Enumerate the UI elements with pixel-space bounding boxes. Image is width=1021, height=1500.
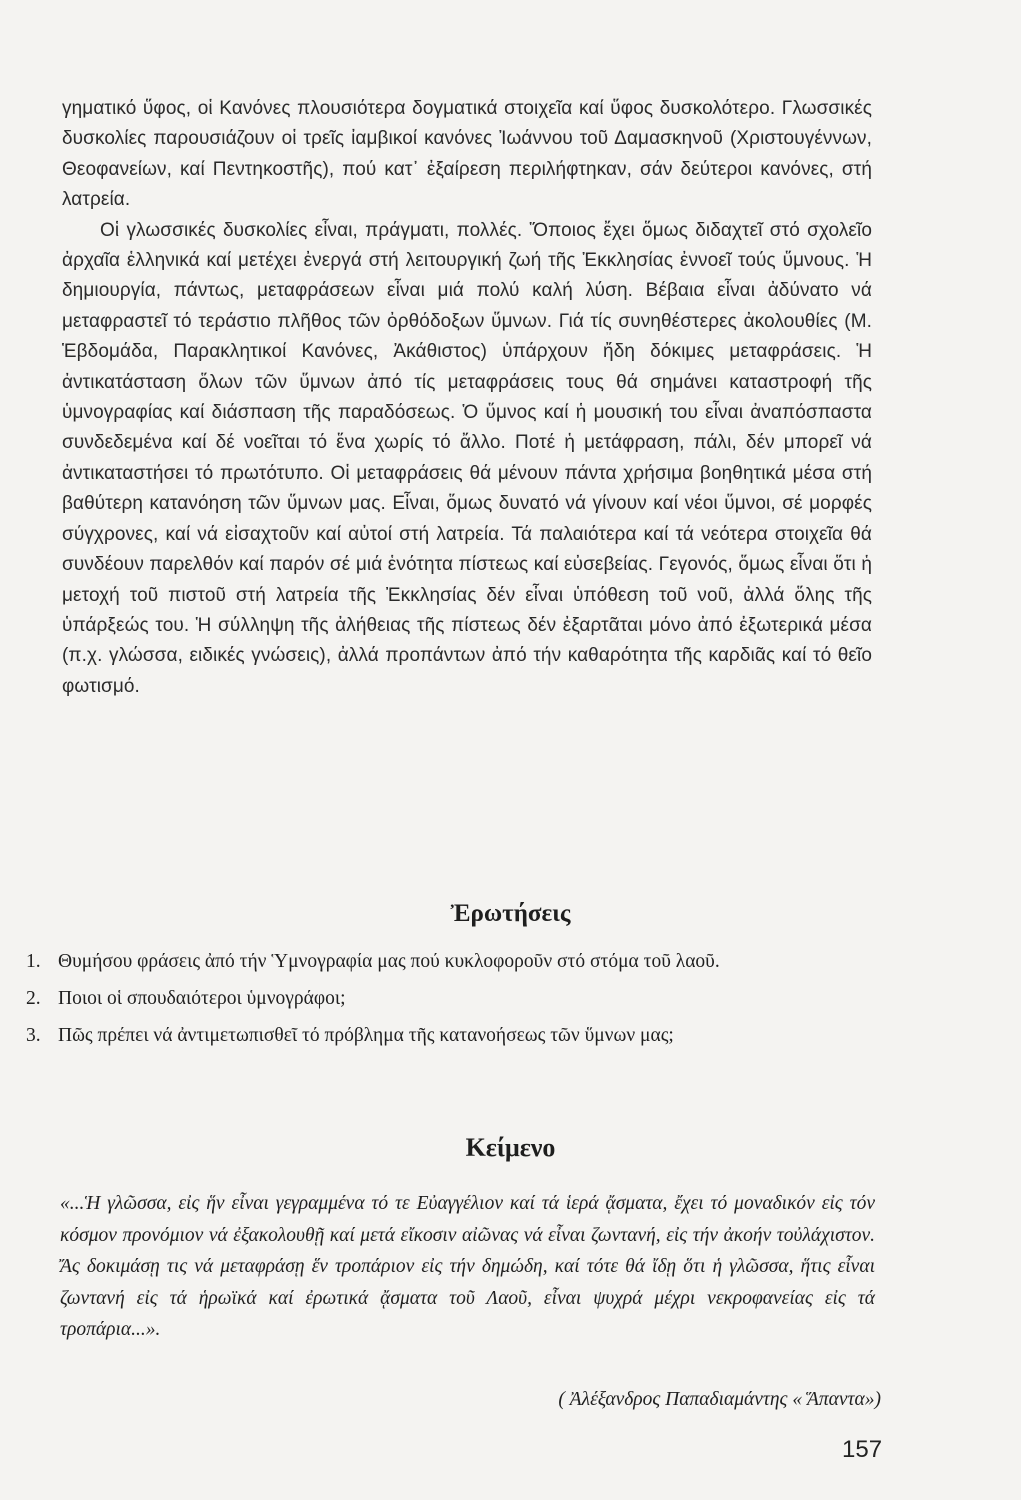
question-item [26, 984, 876, 1013]
quoted-passage: «...Ἡ γλῶσσα, εἰς ἥν εἶναι γεγραμμένα τό τε Εὐαγγέλιον καί τά ἱερά ᾄσματα, ἔχει τό μοναδικόν εἰς τόν κόσμον προνόμιον νά ἐξακολουθῇ καί μετά εἴκοσιν αἰῶνας νά εἶναι ζωντανή, εἰς τήν ἀκοήν τοὐλάχιστον. Ἄς δοκιμάσῃ τις νά μεταφράσῃ ἕν τροπάριον εἰς τήν δημώδη, καί τότε θά ἴδῃ ὅτι ἡ γλῶσσα, ἥτις εἶναι ζωντανή εἰς τά ἡρωϊκά καί ἐρωτικά ᾄσματα τοῦ Λαοῦ, εἶναι ψυχρά μέχρι νεκροφανείας εἰς τά τροπάρια...». [60, 1193, 875, 1340]
question-item [26, 1021, 876, 1050]
question-number: 2. [26, 988, 41, 1009]
question-number: 3. [26, 1025, 41, 1046]
questions-heading: Ἐρωτήσεις [450, 900, 571, 927]
question-text: Ποιοι οἱ σπουδαιότεροι ὑμνογράφοι; [58, 988, 346, 1009]
body-paragraph: Οἱ γλωσσικές δυσκολίες εἶναι, πράγματι, πολλές. Ὅποιος ἔχει ὅμως διδαχτεῖ στό σχολεῖο ἀρχαῖα ἑλληνικά καί μετέχει ἐνεργά στή λειτουργική ζωή τῆς Ἐκκλησίας ἐννοεῖ τούς ὕμνους. Ἡ δημιουργία, πάντως, μεταφράσεων εἶναι μιά πολύ καλή λύση. Βέβαια εἶναι ἀδύνατο νά μεταφραστεῖ τό τεράστιο πλῆθος τῶν ὀρθόδοξων ὕμνων. Γιά τίς συνηθέστερες ἀκολουθίες (Μ. Ἑβδομάδα, Παρακλητικοί Κανόνες, Ἀκάθιστος) ὑπάρχουν ἤδη δόκιμες μεταφράσεις. Ἡ ἀντικατάσταση ὅλων τῶν ὕμνων ἀπό τίς μεταφράσεις τους θά σημάνει καταστροφή τῆς ὑμνογραφίας καί διάσπαση τῆς παραδόσεως. Ὁ ὕμνος καί ἡ μουσική του εἶναι ἀναπόσπαστα συνδεδεμένα καί δέ νοεῖται τό ἕνα χωρίς τό ἄλλο. Ποτέ ἡ μετάφραση, πάλι, δέν μπορεῖ νά ἀντικαταστήσει τό πρωτότυπο. Οἱ μεταφράσεις θά μένουν πάντα χρήσιμα βοηθητικά μέσα στή βαθύτερη κατανόηση τῶν ὕμνων μας. Εἶναι, ὅμως δυνατό νά γίνουν καί νέοι ὕμνοι, σέ μορφές σύγχρονες, καί νά εἰσαχτοῦν καί αὐτοί στή λατρεία. Τά παλαιότερα καί τά νεότερα στοιχεῖα θά συνδέουν παρελθόν καί παρόν σέ μιά ἑνότητα πίστεως καί εὐσεβείας. Γεγονός, ὅμως εἶναι ὅτι ἡ μετοχή τοῦ πιστοῦ στή λατρεία τῆς Ἐκκλησίας δέν εἶναι ὑπόθεση τοῦ νοῦ, ἀλλά ὅλης τῆς ὑπάρξεώς του. Ἡ σύλληψη τῆς ἀλήθειας τῆς πίστεως δέν ἐξαρτᾶται μόνο ἀπό ἐξωτερικά μέσα (π.χ. γλώσσα, ειδικές γνώσεις), ἀλλά προπάντων ἀπό τήν καθαρότητα τῆς καρδιᾶς καί τό θεῖο φωτισμό. [62, 219, 872, 697]
body-text [62, 94, 872, 702]
page-number: 157 [842, 1436, 883, 1463]
quote-source: ( Ἀλέξανδρος Παπαδιαμάντης « Ἅπαντα») [558, 1389, 881, 1410]
text-heading: Κείμενο [465, 1133, 556, 1162]
question-item [26, 947, 876, 976]
question-number: 1. [26, 951, 41, 972]
question-text: Πῶς πρέπει νά ἀντιμετωπισθεῖ τό πρόβλημα τῆς κατανοήσεως τῶν ὕμνων μας; [58, 1025, 674, 1046]
body-paragraph: γηματικό ὕφος, οἱ Κανόνες πλουσιότερα δογματικά στοιχεῖα καί ὕφος δυσκολότερο. Γλωσσικές δυσκολίες παρουσιάζουν οἱ τρεῖς ἰαμβικοί κανόνες Ἰωάννου τοῦ Δαμασκηνοῦ (Χριστουγέννων, Θεοφανείων, καί Πεντηκοστῆς), πού κατ᾿ ἐξαίρεση περιλήφτηκαν, σάν δεύτεροι κανόνες, στή λατρεία. [62, 98, 872, 211]
question-text: Θυμήσου φράσεις ἀπό τήν Ὑμνογραφία μας πού κυκλοφοροῦν στό στόμα τοῦ λαοῦ. [58, 951, 720, 972]
questions-list [26, 947, 876, 1058]
